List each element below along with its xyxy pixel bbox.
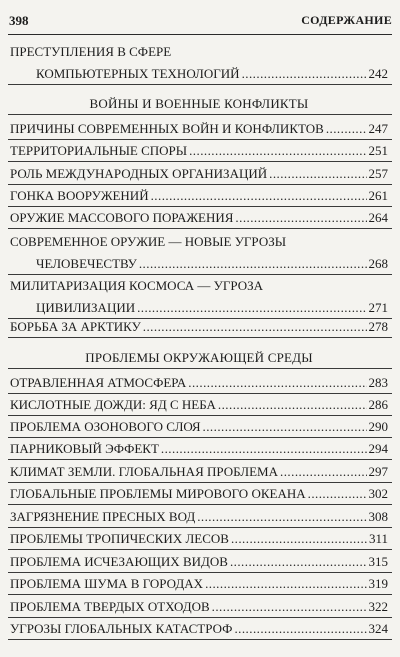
dot-leader <box>189 143 366 159</box>
entry-title: ЗАГРЯЗНЕНИЕ ПРЕСНЫХ ВОД <box>10 509 196 524</box>
dot-leader <box>143 319 367 335</box>
dot-leader <box>218 397 367 413</box>
dot-leader <box>139 256 367 272</box>
toc-entry[interactable] <box>10 486 388 502</box>
entry-title: КЛИМАТ ЗЕМЛИ. ГЛОБАЛЬНАЯ ПРОБЛЕМА <box>10 464 279 479</box>
toc-entry[interactable] <box>10 576 388 592</box>
dot-leader <box>188 375 366 391</box>
entry-page-number: 242 <box>368 66 388 81</box>
toc-entry[interactable] <box>10 121 388 137</box>
page-header <box>8 4 392 35</box>
toc-entry[interactable] <box>10 44 388 82</box>
divider <box>8 437 392 438</box>
divider <box>8 368 392 369</box>
entry-page-number: 247 <box>368 121 388 136</box>
toc-entry[interactable] <box>10 599 388 615</box>
dot-leader <box>137 300 366 316</box>
divider <box>8 139 392 140</box>
divider <box>8 549 392 550</box>
divider <box>8 84 392 85</box>
entry-page-number: 268 <box>368 256 388 271</box>
dot-leader <box>151 188 367 204</box>
divider <box>8 594 392 595</box>
entry-title: ТЕРРИТОРИАЛЬНЫЕ СПОРЫ <box>10 143 188 158</box>
entry-title: РОЛЬ МЕЖДУНАРОДНЫХ ОРГАНИЗАЦИЙ <box>10 166 268 181</box>
entry-title: ГОНКА ВООРУЖЕНИЙ <box>10 188 149 203</box>
section-heading: ВОЙНЫ И ВОЕННЫЕ КОНФЛИКТЫ <box>89 96 309 111</box>
entry-page-number: 322 <box>368 599 388 614</box>
dot-leader <box>242 66 367 82</box>
entry-title: ПРИЧИНЫ СОВРЕМЕННЫХ ВОЙН И КОНФЛИКТОВ <box>10 121 324 136</box>
entry-page-number: 261 <box>368 188 388 203</box>
toc-entry[interactable] <box>10 397 388 413</box>
toc-entry[interactable] <box>10 278 388 316</box>
dot-leader <box>308 486 367 502</box>
entry-page-number: 302 <box>368 486 388 501</box>
toc-entry[interactable] <box>10 166 388 182</box>
entry-page-number: 311 <box>368 531 388 546</box>
divider <box>8 415 392 416</box>
entry-page-number: 319 <box>368 576 388 591</box>
dot-leader <box>230 554 367 570</box>
entry-page-number: 297 <box>368 464 388 479</box>
entry-title: УГРОЗЫ ГЛОБАЛЬНЫХ КАТАСТРОФ <box>10 621 233 636</box>
dot-leader <box>161 441 367 457</box>
toc-entry[interactable] <box>10 234 388 272</box>
dot-leader <box>203 419 367 435</box>
entry-title: ПРЕСТУПЛЕНИЯ В СФЕРЕ <box>10 44 172 59</box>
toc-entry[interactable] <box>10 419 388 435</box>
toc-entry[interactable] <box>10 441 388 457</box>
divider <box>8 527 392 528</box>
entry-title: ПРОБЛЕМЫ ТРОПИЧЕСКИХ ЛЕСОВ <box>10 531 229 546</box>
dot-leader <box>235 210 366 226</box>
entry-title: ПРОБЛЕМА ОЗОНОВОГО СЛОЯ <box>10 419 201 434</box>
entry-page-number: 315 <box>368 554 388 569</box>
divider <box>8 337 392 338</box>
entry-title: ЦИВИЛИЗАЦИИ <box>36 300 136 315</box>
toc-entry[interactable] <box>10 210 388 226</box>
divider <box>8 482 392 483</box>
divider <box>8 572 392 573</box>
dot-leader <box>212 599 367 615</box>
divider <box>8 459 392 460</box>
toc-entry[interactable] <box>10 143 388 159</box>
toc-entry[interactable] <box>10 621 388 637</box>
page-number: 398 <box>9 13 29 28</box>
dot-leader <box>231 531 367 547</box>
toc-entry[interactable] <box>10 319 388 335</box>
dot-leader <box>197 509 366 525</box>
entry-title: ПРОБЛЕМА ШУМА В ГОРОДАХ <box>10 576 204 591</box>
divider <box>8 114 392 115</box>
divider <box>8 274 392 275</box>
entry-title: СОВРЕМЕННОЕ ОРУЖИЕ — НОВЫЕ УГРОЗЫ <box>10 234 287 249</box>
divider <box>8 639 392 640</box>
divider <box>8 184 392 185</box>
entry-page-number: 286 <box>368 397 388 412</box>
entry-page-number: 324 <box>368 621 388 636</box>
divider <box>8 206 392 207</box>
toc-entry[interactable] <box>10 509 388 525</box>
divider <box>8 161 392 162</box>
entry-page-number: 308 <box>368 509 388 524</box>
entry-page-number: 264 <box>368 210 388 225</box>
dot-leader <box>234 621 366 637</box>
entry-title: КИСЛОТНЫЕ ДОЖДИ: ЯД С НЕБА <box>10 397 216 412</box>
entry-title: ПРОБЛЕМА ИСЧЕЗАЮЩИХ ВИДОВ <box>10 554 228 569</box>
running-title: СОДЕРЖАНИЕ <box>301 13 392 27</box>
entry-title: ПРОБЛЕМА ТВЕРДЫХ ОТХОДОВ <box>10 599 210 614</box>
entry-title: ОТРАВЛЕННАЯ АТМОСФЕРА <box>10 375 187 390</box>
entry-title: ГЛОБАЛЬНЫЕ ПРОБЛЕМЫ МИРОВОГО ОКЕАНА <box>10 486 306 501</box>
entry-page-number: 251 <box>368 143 388 158</box>
toc-entry[interactable] <box>10 554 388 570</box>
entry-page-number: 290 <box>368 419 388 434</box>
entry-title: БОРЬБА ЗА АРКТИКУ <box>10 319 141 334</box>
dot-leader <box>280 464 366 480</box>
entry-title: МИЛИТАРИЗАЦИЯ КОСМОСА — УГРОЗА <box>10 278 264 293</box>
dot-leader <box>269 166 366 182</box>
entry-page-number: 271 <box>368 300 388 315</box>
entry-title: ЧЕЛОВЕЧЕСТВУ <box>36 256 137 271</box>
entry-title: ОРУЖИЕ МАССОВОГО ПОРАЖЕНИЯ <box>10 210 234 225</box>
divider <box>8 504 392 505</box>
section-heading: ПРОБЛЕМЫ ОКРУЖАЮЩЕЙ СРЕДЫ <box>85 350 313 365</box>
entry-title: КОМПЬЮТЕРНЫХ ТЕХНОЛОГИЙ <box>36 66 240 81</box>
entry-page-number: 283 <box>368 375 388 390</box>
dot-leader <box>205 576 366 592</box>
divider <box>8 617 392 618</box>
entry-page-number: 294 <box>368 441 388 456</box>
dot-leader <box>326 121 367 137</box>
entry-page-number: 257 <box>368 166 388 181</box>
entry-title: ПАРНИКОВЫЙ ЭФФЕКТ <box>10 441 159 456</box>
divider <box>8 228 392 229</box>
entry-page-number: 278 <box>368 319 388 334</box>
toc-entry[interactable] <box>10 531 388 547</box>
divider <box>8 393 392 394</box>
toc-entry[interactable] <box>10 375 388 391</box>
toc-entry[interactable] <box>10 464 388 480</box>
toc-entry[interactable] <box>10 188 388 204</box>
